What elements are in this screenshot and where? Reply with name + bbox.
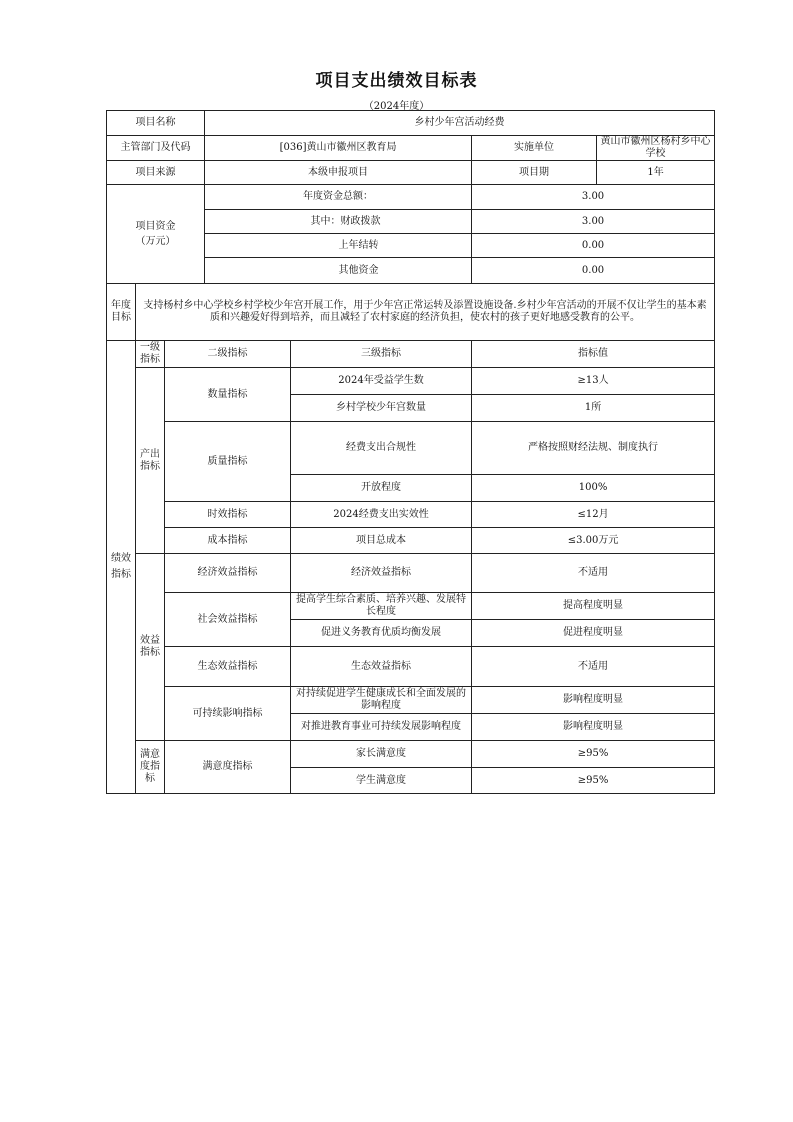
quantity-indicator-label: 数量指标 [165,368,291,422]
indicator-value: 不适用 [472,554,715,593]
performance-target-table [106,110,715,794]
indicator-value: 100% [472,475,715,502]
indicator-value: 1所 [472,395,715,422]
period-value: 1年 [647,166,664,178]
funds-label: 项目资金 （万元） [107,185,205,284]
funds-carryover-label: 上年结转 [205,234,472,258]
benefit-indicator-label: 效益指标 [136,554,165,741]
indicator-name: 乡村学校少年宫数量 [291,395,472,422]
source-label: 项目来源 [107,161,205,185]
unit-cell [472,136,715,161]
indicator-value: 严格按照财经法规、制度执行 [472,422,715,475]
header-level2: 二级指标 [165,341,291,368]
funds-other-label: 其他资金 [205,258,472,284]
indicator-name: 2024经费支出实效性 [291,502,472,528]
indicator-name: 经费支出合规性 [291,422,472,475]
source-value: 本级申报项目 [205,161,472,185]
annual-goal-text: 支持杨村乡中心学校乡村学校少年宫开展工作，用于少年宫正常运转及添置设施设备.乡村少年宫活动的开展不仅让学生的基本素质和兴趣爱好得到培养，而且减轻了农村家庭的经济负担，使农村的孩子更好地感受教育的公平。 [136,284,715,341]
header-level3: 三级指标 [291,341,472,368]
indicator-name: 提高学生综合素质、培养兴趣、发展特长程度 [291,593,472,620]
output-indicator-label: 产出指标 [136,368,165,554]
header-level1: 一级指标 [136,341,165,368]
satisfaction-indicator-label: 满意度指标 [136,741,165,794]
period-cell [472,161,715,185]
indicator-name: 经济效益指标 [291,554,472,593]
social-indicator-label: 社会效益指标 [165,593,291,647]
indicator-value: ≤3.00万元 [472,528,715,554]
year-label: （2024年度） [363,101,430,112]
project-name-value: 乡村少年宫活动经费 [205,111,715,136]
funds-total-label: 年度资金总额： [205,185,472,210]
indicator-value: 影响程度明显 [472,714,715,741]
indicator-name: 促进义务教育优质均衡发展 [291,620,472,647]
satisfaction-sub-label: 满意度指标 [165,741,291,794]
funds-other-value: 0.00 [472,258,715,284]
period-label: 项目期 [472,161,597,184]
time-indicator-label: 时效指标 [165,502,291,528]
funds-total-value: 3.00 [472,185,715,210]
indicator-value: ≥95% [472,741,715,768]
indicator-name: 对推进教育事业可持续发展影响程度 [291,714,472,741]
ecological-indicator-label: 生态效益指标 [165,647,291,687]
indicator-name: 生态效益指标 [291,647,472,687]
annual-goal-label: 年度目标 [107,284,136,341]
indicator-value: ≤12月 [472,502,715,528]
funds-fiscal-label: 其中：财政拨款 [205,210,472,234]
indicator-name: 家长满意度 [291,741,472,768]
indicator-name: 开放程度 [291,475,472,502]
quality-indicator-label: 质量指标 [165,422,291,502]
indicator-value: 提高程度明显 [472,593,715,620]
funds-carryover-value: 0.00 [472,234,715,258]
funds-fiscal-value: 3.00 [472,210,715,234]
unit-label: 实施单位 [472,136,597,160]
indicator-name: 2024年受益学生数 [291,368,472,395]
dept-label: 主管部门及代码 [107,136,205,161]
indicator-value: 影响程度明显 [472,687,715,714]
indicator-value: ≥95% [472,768,715,794]
sustain-indicator-label: 可持续影响指标 [165,687,291,741]
indicator-value: 不适用 [472,647,715,687]
economic-indicator-label: 经济效益指标 [165,554,291,593]
dept-value: [036]黄山市徽州区教育局 [205,136,472,161]
cost-indicator-label: 成本指标 [165,528,291,554]
page-title: 项目支出绩效目标表 [315,71,478,91]
project-name-label: 项目名称 [107,111,205,136]
perf-indicator-label: 绩效指标 [107,341,136,794]
indicator-value: 促进程度明显 [472,620,715,647]
header-value: 指标值 [472,341,715,368]
indicator-name: 项目总成本 [291,528,472,554]
indicator-name: 学生满意度 [291,768,472,794]
indicator-value: ≥13人 [472,368,715,395]
indicator-name: 对持续促进学生健康成长和全面发展的影响程度 [291,687,472,714]
unit-value: 黄山市徽州区杨村乡中心学校 [600,136,711,159]
